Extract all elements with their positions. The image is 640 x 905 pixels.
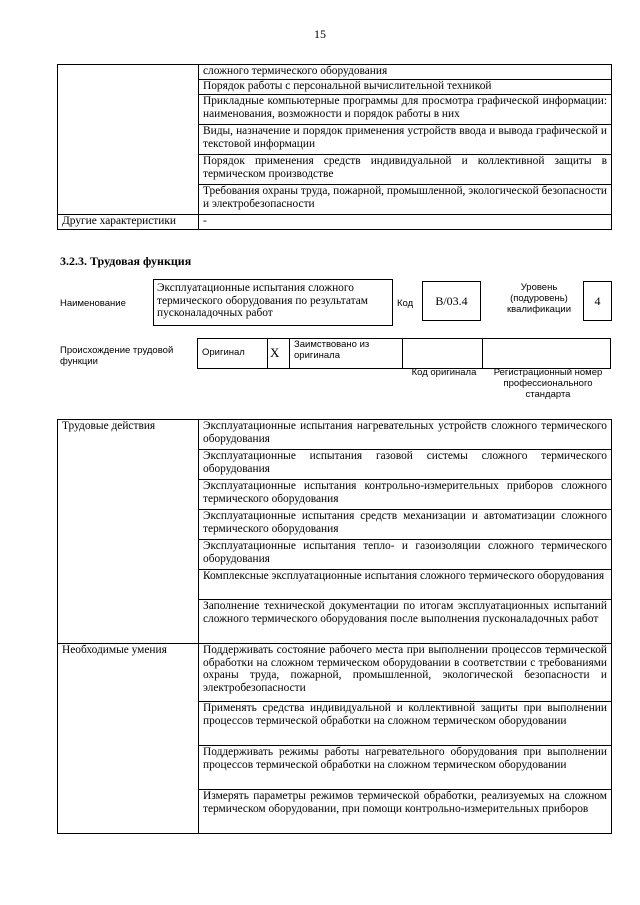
section-heading: 3.2.3. Трудовая функция <box>60 254 192 268</box>
original-label-text: Оригинал <box>202 346 245 358</box>
original-label <box>198 339 268 369</box>
table-row: Эксплуатационные испытания нагревательных устройств сложного термического оборудования <box>199 420 612 450</box>
labor-actions-label: Трудовые действия <box>58 420 199 644</box>
table-row: Виды, назначение и порядок применения устройств ввода и вывода графической и текстовой информации <box>199 125 612 155</box>
original-mark: X <box>268 339 290 369</box>
table-row: Заполнение технической документации по итогам эксплуатационных испытаний сложного термического оборудования после выполнения пусконаладочных работ <box>199 600 612 644</box>
table-row: Поддерживать состояние рабочего места при выполнении процессов термической обработки на сложном термическом оборудовании в соответствии с требованиями охраны труда, пожарной, промышленной, экологической безопасности и электробезопасности <box>199 644 612 702</box>
table-row: Комплексные эксплуатационные испытания сложного термического оборудования <box>199 570 612 600</box>
table-row: Применять средства индивидуальной и коллективной защиты при выполнении процессов термической обработки на сложном термическом оборудовании <box>199 702 612 746</box>
reg-caption: Регистрационный номер профессионального стандарта <box>493 367 603 400</box>
level-label: Уровень (подуровень) квалификации <box>506 282 572 315</box>
table-row: Прикладные компьютерные программы для просмотра графической информации: наименования, возможности и порядок работы в них <box>199 95 612 125</box>
main-table <box>57 419 612 834</box>
table-row: Эксплуатационные испытания контрольно-измерительных приборов сложного термического оборудования <box>199 480 612 510</box>
origin-label: Происхождение трудовой функции <box>60 345 174 367</box>
table-row: Требования охраны труда, пожарной, промышленной, экологической безопасности и электробезопасности <box>199 185 612 215</box>
origin-table <box>197 338 611 369</box>
table-row: Порядок применения средств индивидуальной и коллективной защиты в термическом производстве <box>199 155 612 185</box>
code-caption: Код оригинала <box>411 367 477 378</box>
original-code-cell <box>403 339 483 369</box>
borrowed-label: Заимствовано из оригинала <box>290 339 403 369</box>
table-row: Измерять параметры режимов термической обработки, реализуемых на сложном термическом оборудовании, при помощи контрольно-измерительных приборов <box>199 790 612 834</box>
function-name-box: Эксплуатационные испытания сложного термического оборудования по результатам пусконаладочных работ <box>153 279 393 326</box>
table-row: Порядок работы с персональной вычислительной техникой <box>199 80 612 95</box>
level-box: 4 <box>583 281 612 321</box>
other-characteristics-label: Другие характеристики <box>58 215 199 230</box>
table-row: Эксплуатационные испытания тепло- и газоизоляции сложного термического оборудования <box>199 540 612 570</box>
other-characteristics-value: - <box>199 215 612 230</box>
page-number: 15 <box>314 27 326 41</box>
table-row: сложного термического оборудования <box>199 65 612 80</box>
code-box: B/03.4 <box>422 281 481 321</box>
left-empty-cell <box>58 65 199 215</box>
table-row: Поддерживать режимы работы нагревательного оборудования при выполнении процессов термической обработки на сложном термическом оборудовании <box>199 746 612 790</box>
knowledge-table <box>57 64 612 230</box>
skills-label: Необходимые умения <box>58 644 199 834</box>
table-row: Эксплуатационные испытания средств механизации и автоматизации сложного термического оборудования <box>199 510 612 540</box>
name-label: Наименование <box>60 298 126 309</box>
registration-number-cell <box>483 339 611 369</box>
code-label: Код <box>397 298 414 309</box>
table-row: Эксплуатационные испытания газовой системы сложного термического оборудования <box>199 450 612 480</box>
